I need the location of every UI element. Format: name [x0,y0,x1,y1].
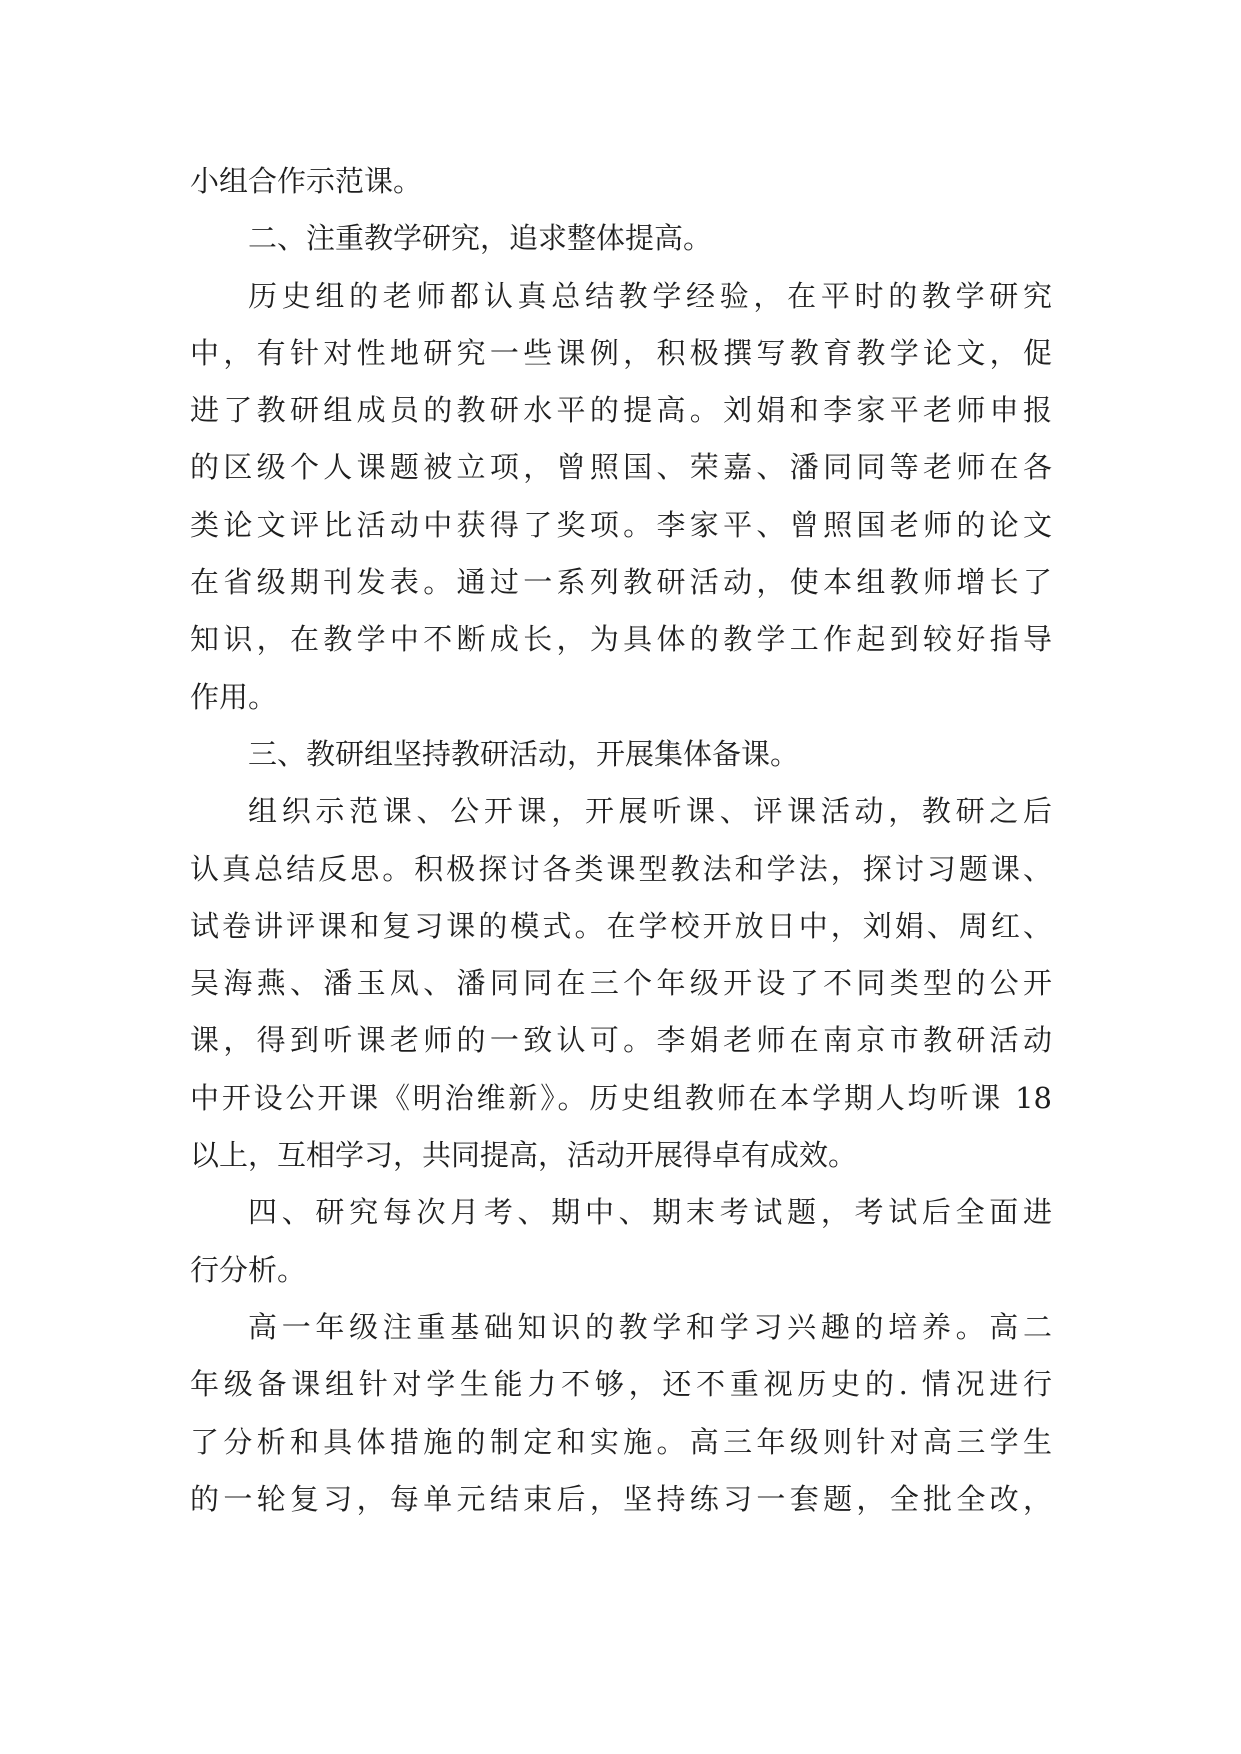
text-line: 行分析。 [190,1252,307,1287]
body-text [190,153,1052,1528]
text-line: 三、教研组坚持教研活动，开展集体备课。 [248,736,800,771]
text-line: 小组合作示范课。 [190,164,423,198]
text-line: 的一轮复习，每单元结束后，坚持练习一套题，全批全改， [190,1481,1052,1516]
text-line: 作用。 [190,679,278,714]
text-line: 吴海燕、潘玉凤、潘同同在三个年级开设了不同类型的公开 [190,966,1052,1001]
text-line: 认真总结反思。积极探讨各类课型教法和学法，探讨习题课、 [190,851,1052,886]
text-line: 类论文评比活动中获得了奖项。李家平、曾照国老师的论文 [190,507,1052,542]
text-line: 以上，互相学习，共同提高，活动开展得卓有成效。 [190,1138,858,1173]
text-line: 高一年级注重基础知识的教学和学习兴趣的培养。高二 [248,1309,1052,1344]
text-line: 在省级期刊发表。通过一系列教研活动，使本组教师增长了 [190,565,1052,600]
text-line: 二、注重教学研究，追求整体提高。 [248,221,713,256]
text-line: 了分析和具体措施的制定和实施。高三年级则针对高三学生 [190,1424,1052,1459]
text-line: 历史组的老师都认真总结教学经验，在平时的教学研究 [248,278,1052,313]
text-line: 四、研究每次月考、期中、期末考试题，考试后全面进 [248,1195,1052,1230]
text-line: 组织示范课、公开课，开展听课、评课活动，教研之后 [248,794,1052,829]
text-line: 中开设公开课《明治维新》。历史组教师在本学期人均听课 18 [190,1080,1052,1115]
text-line: 年级备课组针对学生能力不够，还不重视历史的. 情况进行 [190,1367,1052,1402]
text-line: 中，有针对性地研究一些课例，积极撰写教育教学论文，促 [190,335,1052,370]
text-line: 试卷讲评课和复习课的模式。在学校开放日中，刘娟、周红、 [190,908,1052,943]
text-line: 课，得到听课老师的一致认可。李娟老师在南京市教研活动 [190,1023,1052,1058]
text-line: 进了教研组成员的教研水平的提高。刘娟和李家平老师申报 [190,393,1052,428]
text-line: 的区级个人课题被立项，曾照国、荣嘉、潘同同等老师在各 [190,450,1052,485]
text-line: 知识，在教学中不断成长，为具体的教学工作起到较好指导 [190,622,1052,657]
